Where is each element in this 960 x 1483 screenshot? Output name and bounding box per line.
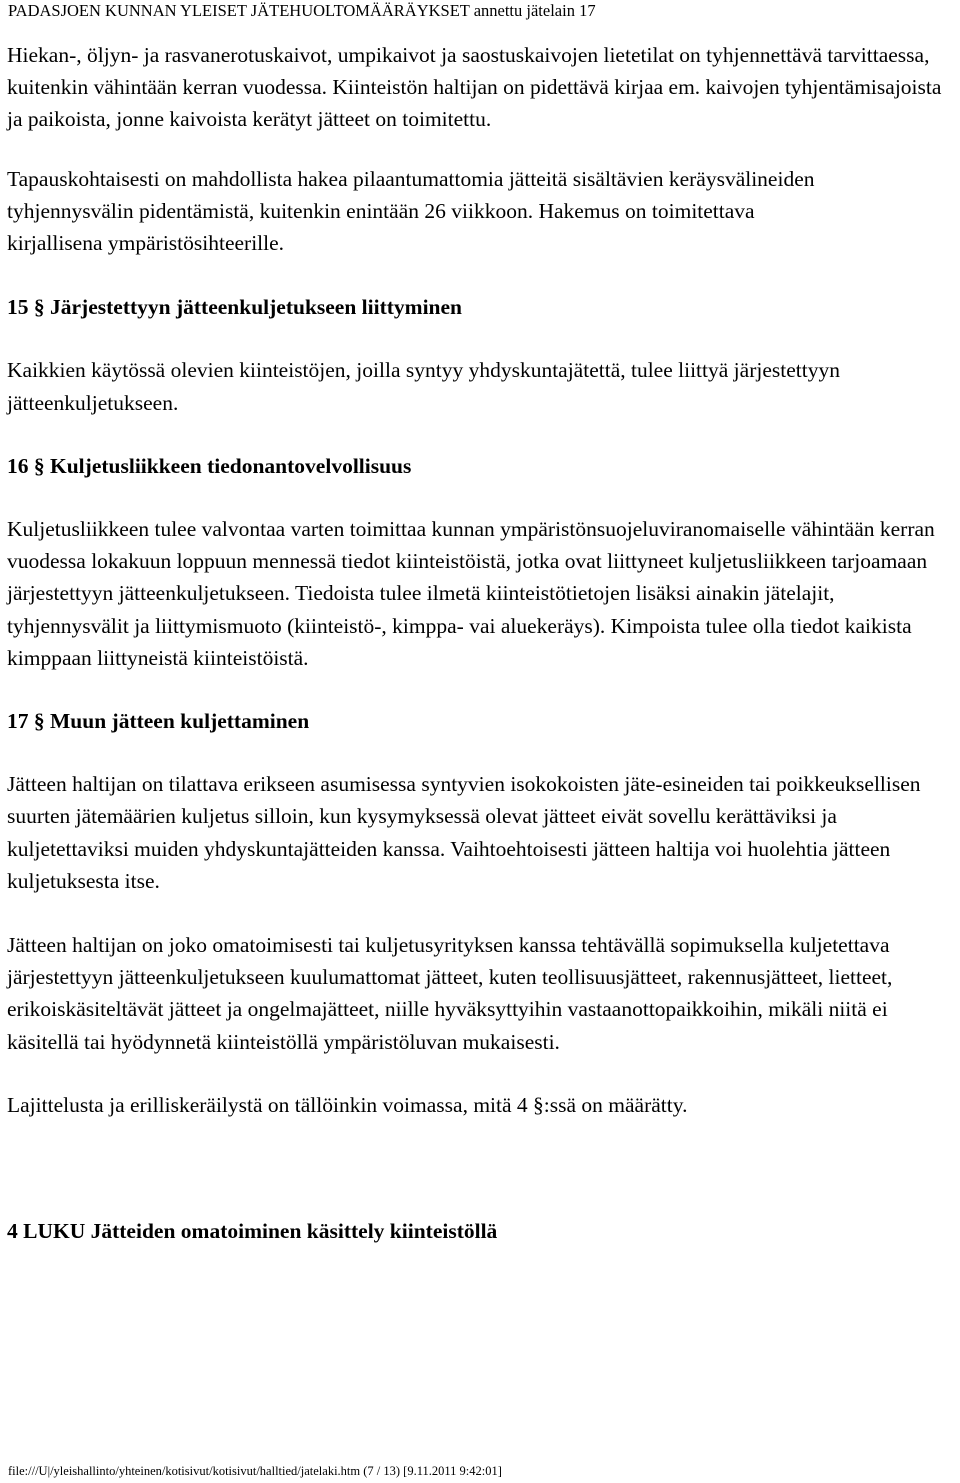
section-heading-17: 17 § Muun jätteen kuljettaminen [7, 709, 310, 734]
paragraph-tiedonanto: Kuljetusliikkeen tulee valvontaa varten toimittaa kunnan ympäristönsuojeluviranomaiselle vähintään kerran vuodessa lokakuun loppuun mennessä tiedot kiinteistöistä, jotka ovat liittyneet kuljetusliikkeen tarjoamaan järjestettyyn jätteenkuljetukseen. Tiedoista tulee ilmetä kiinteistötietojen lisäksi ainakin jätelajit, tyhjennysvälit ja liittymismuoto (kiinteistö-, kimppa- vai aluekeräys). Kimpoista tulee olla tiedot kaikista kimppaan liittyneistä kiinteistöistä. [7, 517, 935, 670]
paragraph-sopimuskuljetus: Jätteen haltijan on joko omatoimisesti tai kuljetusyrityksen kanssa tehtävällä sopimuksella kuljetettava järjestettyyn jätteenkuljetukseen kuulumattomat jätteet, kuten teollisuusjätteet, rakennusjätteet, lietteet, erikoiskäsiteltävät jätteet ja ongelmajätteet, niille hyväksyttyihin vastaanottopaikkoihin, mikäli niitä ei käsitellä tai hyödynnetä kiinteistöllä ympäristöluvan mukaisesti. [7, 933, 893, 1054]
paragraph-muun-jatteen-kuljetus: Jätteen haltijan on tilattava erikseen asumisessa syntyvien isokokoisten jäte-esineiden tai poikkeuksellisen suurten jätemäärien kuljetus silloin, kun kysymyksessä olevat jätteet eivät sovellu kerättäviksi ja kuljetettaviksi muiden yhdyskuntajätteiden kanssa. Vaihtoehtoisesti jätteen haltija voi huolehtia jätteen kuljetuksesta itse. [7, 772, 921, 893]
page-header: PADASJOEN KUNNAN YLEISET JÄTEHUOLTOMÄÄRÄYKSET annettu jätelain 17 [8, 1, 596, 20]
page-footer: file:///U|/yleishallinto/yhteinen/kotisivut/kotisivut/halltied/jatelaki.htm (7 / 13) [9.11.2011 9:42:01] [8, 1464, 502, 1478]
section-heading-15: 15 § Järjestettyyn jätteenkuljetukseen liittyminen [7, 295, 463, 320]
paragraph-tyhjennysvalin-pidentaminen: Tapauskohtaisesti on mahdollista hakea pilaantumattomia jätteitä sisältävien keräysvälineiden tyhjennysvälin pidentämistä, kuitenkin enintään 26 viikkoon. Hakemus on toimitettava kirjallisena ympäristösihteerille. [7, 166, 815, 256]
paragraph-liittyminen: Kaikkien käytössä olevien kiinteistöjen, joilla syntyy yhdyskuntajätettä, tulee liittyä järjestettyyn jätteenkuljetukseen. [7, 358, 840, 415]
document-body [7, 39, 955, 1247]
paragraph-lajittelu: Lajittelusta ja erilliskeräilystä on tällöinkin voimassa, mitä 4 §:ssä on määrätty. [7, 1092, 688, 1117]
chapter-heading-4-luku: 4 LUKU Jätteiden omatoiminen käsittely kiinteistöllä [7, 1219, 498, 1244]
paragraph-kaivot-tyhjennys: Hiekan-, öljyn- ja rasvanerotuskaivot, umpikaivot ja saostuskaivojen lietetilat on tyhjennettävä tarvittaessa, kuitenkin vähintään kerran vuodessa. Kiinteistön haltijan on pidettävä kirjaa em. kaivojen tyhjentämisajoista ja paikoista, jonne kaivoista kerätyt jätteet on toimitettu. [7, 43, 942, 132]
section-heading-16: 16 § Kuljetusliikkeen tiedonantovelvollisuus [7, 453, 412, 478]
